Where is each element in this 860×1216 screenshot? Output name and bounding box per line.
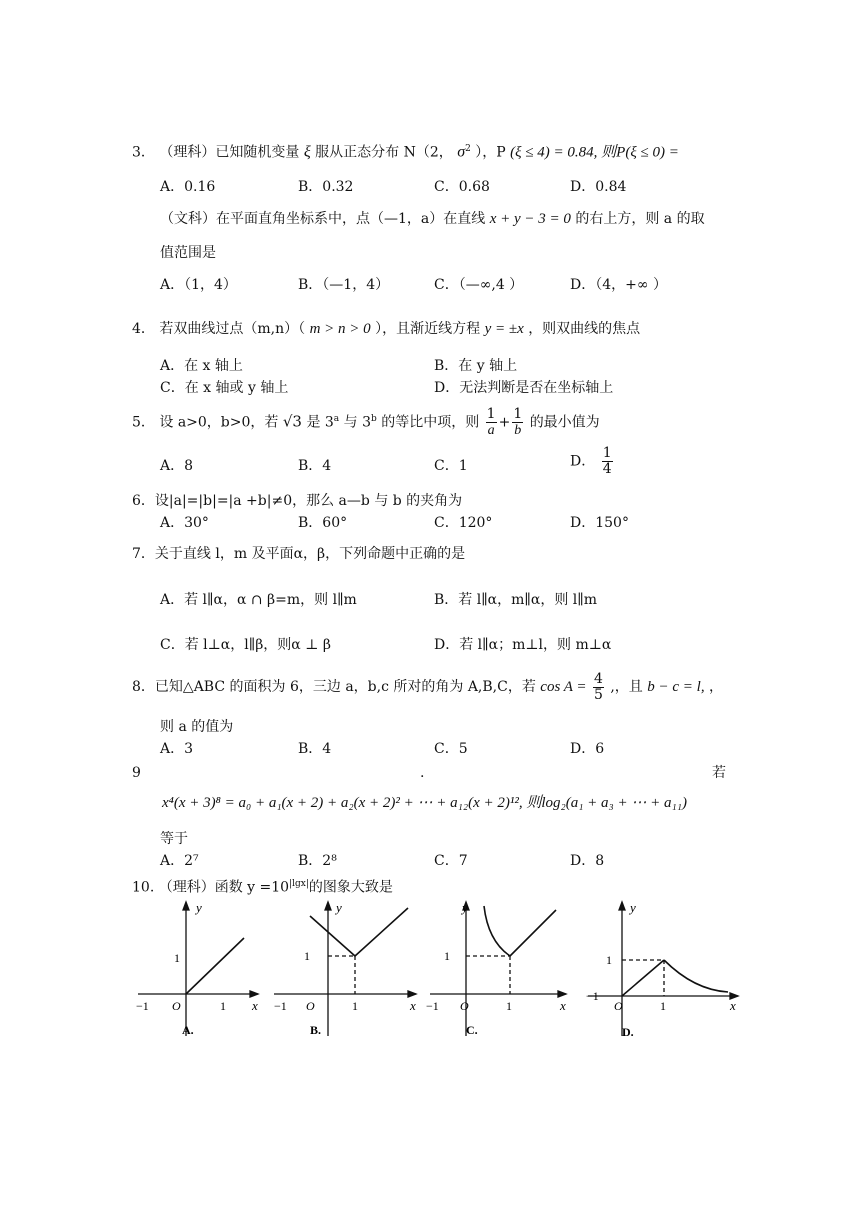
graph-a-tick-y1: 1 xyxy=(174,951,180,965)
q5-text-e: 的最小值为 xyxy=(529,414,600,431)
q6-option-d: D．150° xyxy=(570,515,629,531)
q3-number: 3． xyxy=(132,144,155,161)
q4-option-b: B．在 y 轴上 xyxy=(434,358,518,374)
q5-f1-num: 1 xyxy=(486,406,496,423)
q5-option-d xyxy=(570,446,615,477)
q8-condition: b − c = l, xyxy=(647,679,705,695)
q3-xi: ξ xyxy=(303,143,311,161)
q3-text-a: （理科）已知随机变量 xyxy=(159,144,300,161)
q3-text-c: ），P xyxy=(475,144,506,161)
q4-option-c: C．在 x 轴或 y 轴上 xyxy=(160,380,289,396)
q8-line xyxy=(132,670,723,704)
q3-wen-option-a: A．（1，4） xyxy=(160,277,237,293)
q8-text-b: ,，且 xyxy=(610,679,643,695)
graph-a-x-label: x xyxy=(252,998,258,1013)
q9-dot: . xyxy=(420,765,425,781)
q4-condition: m > n > 0 xyxy=(309,321,371,337)
q4-line xyxy=(132,320,640,338)
q3-formula: (ξ ≤ 4) = 0.84, 则P(ξ ≤ 0) = xyxy=(510,144,679,161)
q8-option-b: B．4 xyxy=(298,741,332,757)
q4-text-c: ，则双曲线的焦点 xyxy=(528,321,641,337)
q6-line: 6．设|a|=|b|=|a +b|≠0，那么 a—b 与 b 的夹角为 xyxy=(132,493,463,509)
q3-sigma: σ xyxy=(457,143,466,161)
q8-f-den: 5 xyxy=(593,686,603,703)
q5-option-c: C．1 xyxy=(434,458,468,474)
q5-f1-den: a xyxy=(487,423,495,439)
q7-option-d: D．若 l∥α；m⊥l，则 m⊥α xyxy=(434,637,612,653)
graph-c xyxy=(426,896,576,1041)
graph-c-tick-y1: 1 xyxy=(444,949,450,963)
q8-option-c: C．5 xyxy=(434,741,468,757)
q3-option-c: C．0.68 xyxy=(434,179,490,195)
q5-plus: + xyxy=(498,414,511,431)
q9-option-a: A．2⁷ xyxy=(160,853,199,869)
q9-option-b: B．2⁸ xyxy=(298,853,337,869)
graph-b-origin: O xyxy=(306,999,315,1013)
graph-a-label: A. xyxy=(182,1023,194,1037)
q3-wen-option-d: D．（4，+∞ ） xyxy=(570,277,667,293)
q5-f2-den: b xyxy=(514,423,522,439)
q4-option-a: A．在 x 轴上 xyxy=(160,358,243,374)
q5-text-d: 的等比中项，则 xyxy=(381,414,480,431)
q4-option-d: D．无法判断是否在坐标轴上 xyxy=(434,380,614,396)
q8-text-c: ， xyxy=(709,679,724,695)
q4-asymptote: y = ±x xyxy=(484,321,524,337)
graph-d-tick-neg1: −1 xyxy=(586,989,599,1003)
q5-line xyxy=(132,402,600,440)
q5-option-d-label: D． xyxy=(570,453,596,470)
q5-sup-b: b xyxy=(370,414,377,424)
q8-cos: cos A = xyxy=(540,679,587,695)
q5-f2-num: 1 xyxy=(513,406,523,423)
q7-option-a: A．若 l∥α，α ∩ β=m，则 l∥m xyxy=(160,592,357,608)
q3-option-b: B．0.32 xyxy=(298,179,354,195)
graph-b-x-label: x xyxy=(410,998,416,1013)
q5-option-d-fraction xyxy=(602,446,613,477)
q5-option-a: A．8 xyxy=(160,458,194,474)
q7-text: 关于直线 l，m 及平面α，β，下列命题中正确的是 xyxy=(154,546,466,562)
q3-sigma-sq: 2 xyxy=(465,144,471,154)
graph-d-x-label: x xyxy=(730,998,736,1013)
q7-option-b: B．若 l∥α，m∥α，则 l∥m xyxy=(434,592,598,608)
q6-option-c: C．120° xyxy=(434,515,493,531)
graph-b-label: B. xyxy=(310,1023,322,1037)
q10-text-a: （理科）函数 y =10 xyxy=(158,879,290,896)
q3-wen-line xyxy=(160,210,705,228)
graph-d xyxy=(584,896,744,1041)
q7-line xyxy=(132,545,465,563)
q8-option-a: A．3 xyxy=(160,741,194,757)
q5-d-num: 1 xyxy=(602,445,612,461)
q8-number: 8． xyxy=(132,679,155,695)
q5-option-b: B．4 xyxy=(298,458,332,474)
q10-text-b: 的图象大致是 xyxy=(308,879,393,896)
q6-option-b: B．60° xyxy=(298,515,348,531)
q3-wen-option-c: C．（—∞,4 ） xyxy=(434,277,524,293)
q9-formula: x⁴(x + 3)⁸ = a₀ + a₁(x + 2) + a₂(x + 2)² + ⋯ + a₁₂(x + 2)¹², 则log₂(a₁ + a₃ + ⋯ + a₁₁) xyxy=(162,795,687,811)
graph-c-label: C. xyxy=(466,1023,478,1037)
q8-text-a: 已知△ABC 的面积为 6，三边 a，b,c 所对的角为 A,B,C，若 xyxy=(154,679,536,695)
q10-number: 10. xyxy=(132,879,155,896)
q5-sup-a: a xyxy=(333,414,340,424)
graph-c-x-label: x xyxy=(560,998,566,1013)
q5-text-a: 设 a>0，b>0，若 xyxy=(159,414,279,431)
graph-d-y-label: y xyxy=(630,900,636,915)
graph-b-tick-neg1: −1 xyxy=(274,999,287,1013)
q5-sqrt3: √3 xyxy=(282,412,302,431)
graph-c-origin: O xyxy=(460,999,469,1013)
graph-a-origin: O xyxy=(172,999,181,1013)
q5-text-c: 与 3 xyxy=(343,414,371,431)
q6-option-a: A．30° xyxy=(160,515,209,531)
q9-deng: 等于 xyxy=(160,831,188,847)
graph-d-origin: O xyxy=(614,999,623,1013)
graph-c-y-label: y xyxy=(462,900,468,915)
q3-wen-equation: x + y − 3 = 0 xyxy=(489,211,571,227)
graph-c-tick-1: 1 xyxy=(506,999,512,1013)
q3-line xyxy=(132,140,679,162)
graph-a-tick-1: 1 xyxy=(220,999,226,1013)
q4-text-a: 若双曲线过点（m,n）（ xyxy=(159,321,306,337)
q10-sup: |lgx| xyxy=(289,879,309,889)
graph-b-tick-1: 1 xyxy=(352,999,358,1013)
graph-b-y-label: y xyxy=(336,900,342,915)
q4-text-b: ），且渐近线方程 xyxy=(375,321,481,337)
graph-a-y-label: y xyxy=(196,900,202,915)
q9-number: 9 xyxy=(132,765,141,781)
graph-b-tick-y1: 1 xyxy=(304,949,310,963)
graph-a-tick-neg1: −1 xyxy=(136,999,149,1013)
graph-b xyxy=(270,896,425,1041)
q8-f-num: 4 xyxy=(593,670,603,687)
q3-option-d: D．0.84 xyxy=(570,179,627,195)
q8-fraction xyxy=(593,672,604,703)
q7-option-c: C．若 l⊥α，l∥β，则α ⊥ β xyxy=(160,637,331,653)
q3-wen-text-a: （文科）在平面直角坐标系中，点（—1，a）在直线 xyxy=(160,211,486,227)
q3-wen-text-b: 的右上方，则 a 的取 xyxy=(575,211,705,227)
q10-line xyxy=(132,875,393,897)
q3-wen-option-b: B．（—1，4） xyxy=(298,277,390,293)
q9-option-d: D．8 xyxy=(570,853,605,869)
q9-option-c: C．7 xyxy=(434,853,468,869)
q9-ruo: 若 xyxy=(712,765,726,781)
graph-c-tick-neg1: −1 xyxy=(426,999,439,1013)
graph-d-label: D. xyxy=(622,1025,634,1039)
q5-number: 5． xyxy=(132,414,155,431)
q3-option-a: A．0.16 xyxy=(160,179,216,195)
q8-option-d: D．6 xyxy=(570,741,605,757)
graph-d-tick-y1: 1 xyxy=(606,953,612,967)
q5-fraction-2 xyxy=(512,407,523,438)
q4-number: 4． xyxy=(132,321,155,337)
graph-d-tick-1: 1 xyxy=(660,999,666,1013)
q7-number: 7． xyxy=(132,546,155,562)
q3-text-b: 服从正态分布 N（2， xyxy=(315,144,453,161)
q3-wen-line2: 值范围是 xyxy=(160,245,216,261)
q8-line2: 则 a 的值为 xyxy=(160,719,234,735)
q5-fraction-1 xyxy=(486,407,497,438)
q5-text-b: 是 3 xyxy=(306,414,334,431)
graph-a xyxy=(134,896,264,1041)
q5-d-den: 4 xyxy=(602,461,612,477)
